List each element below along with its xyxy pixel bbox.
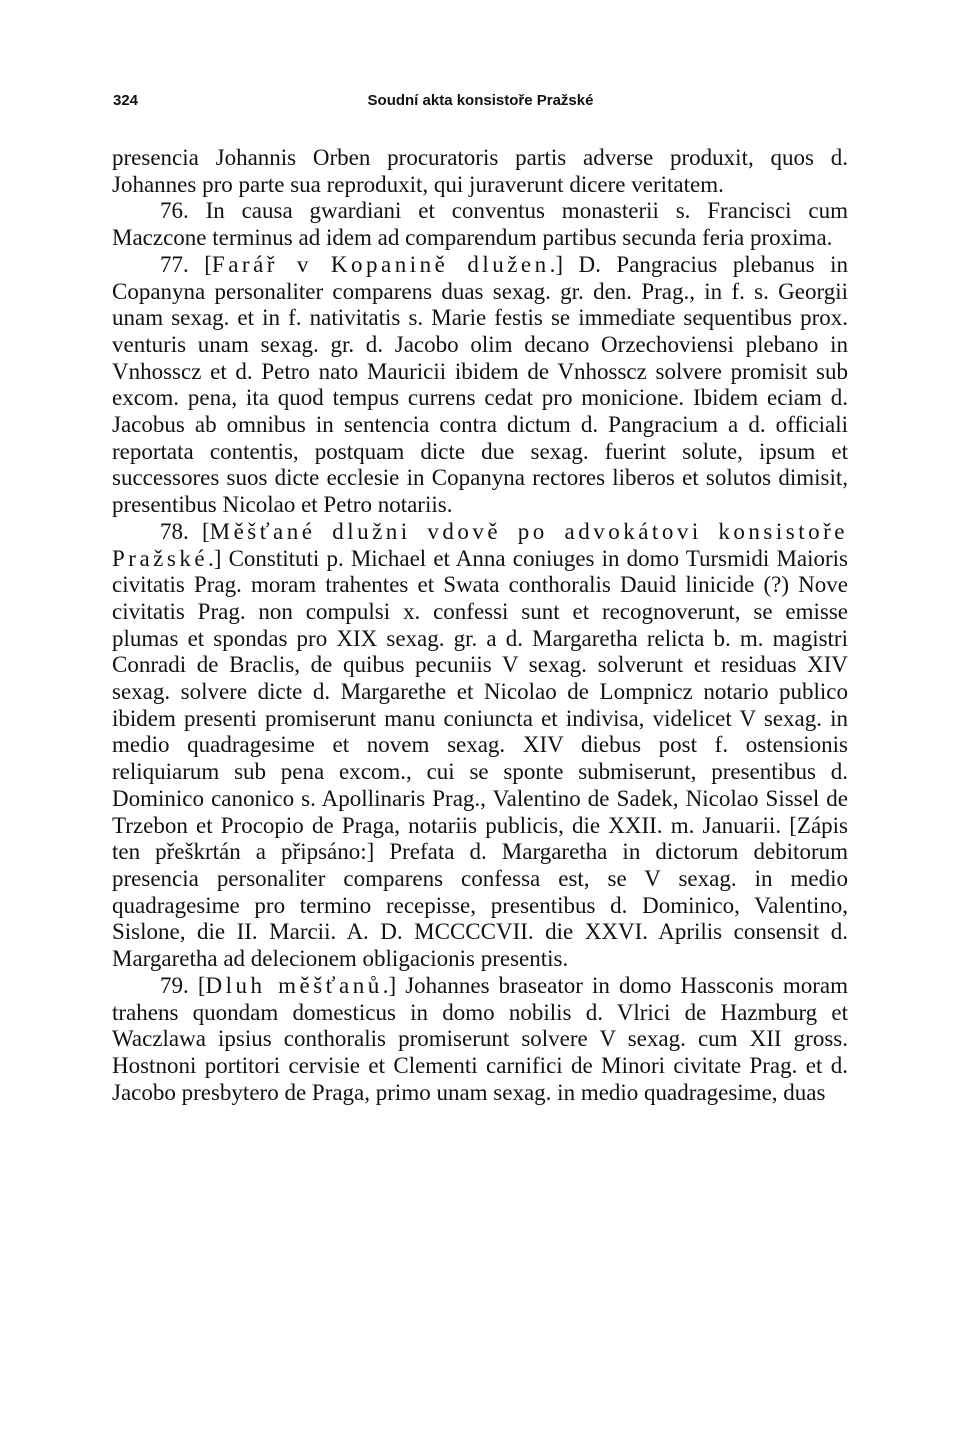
running-title: Soudní akta konsistoře Pražské [367,92,594,109]
page-number: 324 [113,92,139,109]
text-run: 79. [ [160,972,206,998]
page-header [113,92,848,116]
text-run: presencia Johannis Orben procuratoris partis adverse produxit, quos d. Johannes pro parte sua reproduxit, qui juraverunt dicere veritatem. [112,145,848,197]
text-run: .] D. Pangracius plebanus in Copanyna personaliter comparens duas sexag. gr. den. Prag., in f. s. Georgii unam sexag. et in f. nativitatis s. Marie festis se immediate sequentibus prox. venturis unam sexag. gr. d. Jacobo olim decano Orzechoviensi plebano in Vnhosscz et d. Petro nato Mauricii ibidem de Vnhosscz solvere promisit sub excom. pena, ita quod tempus currens cedat pro monicione. Ibidem eciam d. Jacobus ab omnibus in sentencia contra dictum d. Pangracium a d. officiali reportata contentis, postquam dicte due sexag. fuerint solute, ipsum et successores suos dicte ecclesie in Copanyna rectores liberos et solutos dimisit, presentibus Nicolao et Petro notariis. [112,251,848,518]
paragraph [112,145,848,198]
entry-76 [112,198,848,251]
text-run: 77. [ [160,251,212,277]
entry-78 [112,519,848,973]
entry-heading: Měšťané dlužni vdově po advokátovi konsistoře Pražské [112,518,848,571]
text-run: .] Johannes braseator in domo Hassconis moram trahens quondam domesticus in domo nobilis d. Vlrici de Hazmburg et Waczlawa ipsius conthoralis promiserunt solvere V sexag. cum XII gross. Hostnoni portitori cervisie et Clementi carnifici de Minori civitate Prag. et d. Jacobo presbytero de Praga, primo unam sexag. in medio quadragesime, duas [112,972,848,1105]
text-run: 78. [ [160,518,210,544]
entry-79 [112,973,848,1107]
entry-heading: Farář v Kopanině dlužen [211,251,550,277]
text-run: .] Constituti p. Michael et Anna coniuges in domo Tursmidi Maioris civitatis Prag. moram trahentes et Swata conthoralis Dauid linicide (?) Nove civitatis Prag. non compulsi x. confessi sunt et recognoverunt, se emisse plumas et spondas pro XIX sexag. gr. a d. Margaretha relicta b. m. magistri Conradi de Braclis, de quibus pecuniis V sexag. solverunt et residuas XIV sexag. solvere dicte d. Margarethe et Nicolao de Lompnicz notario publico ibidem presenti promiserunt manu coniuncta et indivisa, videlicet V sexag. in medio quadragesime et novem sexag. XIV diebus post f. ostensionis reliquiarum sub pena excom., cui se sponte submiserunt, presentibus d. Dominico canonico s. Apollinaris Prag., Valentino de Sadek, Nicolao Sissel de Trzebon et Procopio de Praga, notariis publicis, die XXII. m. Januarii. [Zápis ten přeškrtán a připsáno:] Prefata d. Margaretha in dictorum debitorum presencia personaliter comparens confessa est, se V sexag. in medio quadragesime pro termino recepisse, presentibus d. Dominico, Valentino, Sislone, die II. Marcii. A. D. MCCCCVII. die XXVI. Aprilis consensit d. Margaretha ad delecionem obligacionis presentis. [112,545,848,972]
entry-77 [112,252,848,519]
body-text [112,145,848,1106]
text-run: 76. In causa gwardiani et conventus monasterii s. Francisci cum Maczcone terminus ad idem ad comparendum partibus secunda feria proxima. [112,198,848,251]
entry-heading: Dluh měšťanů [205,972,383,998]
